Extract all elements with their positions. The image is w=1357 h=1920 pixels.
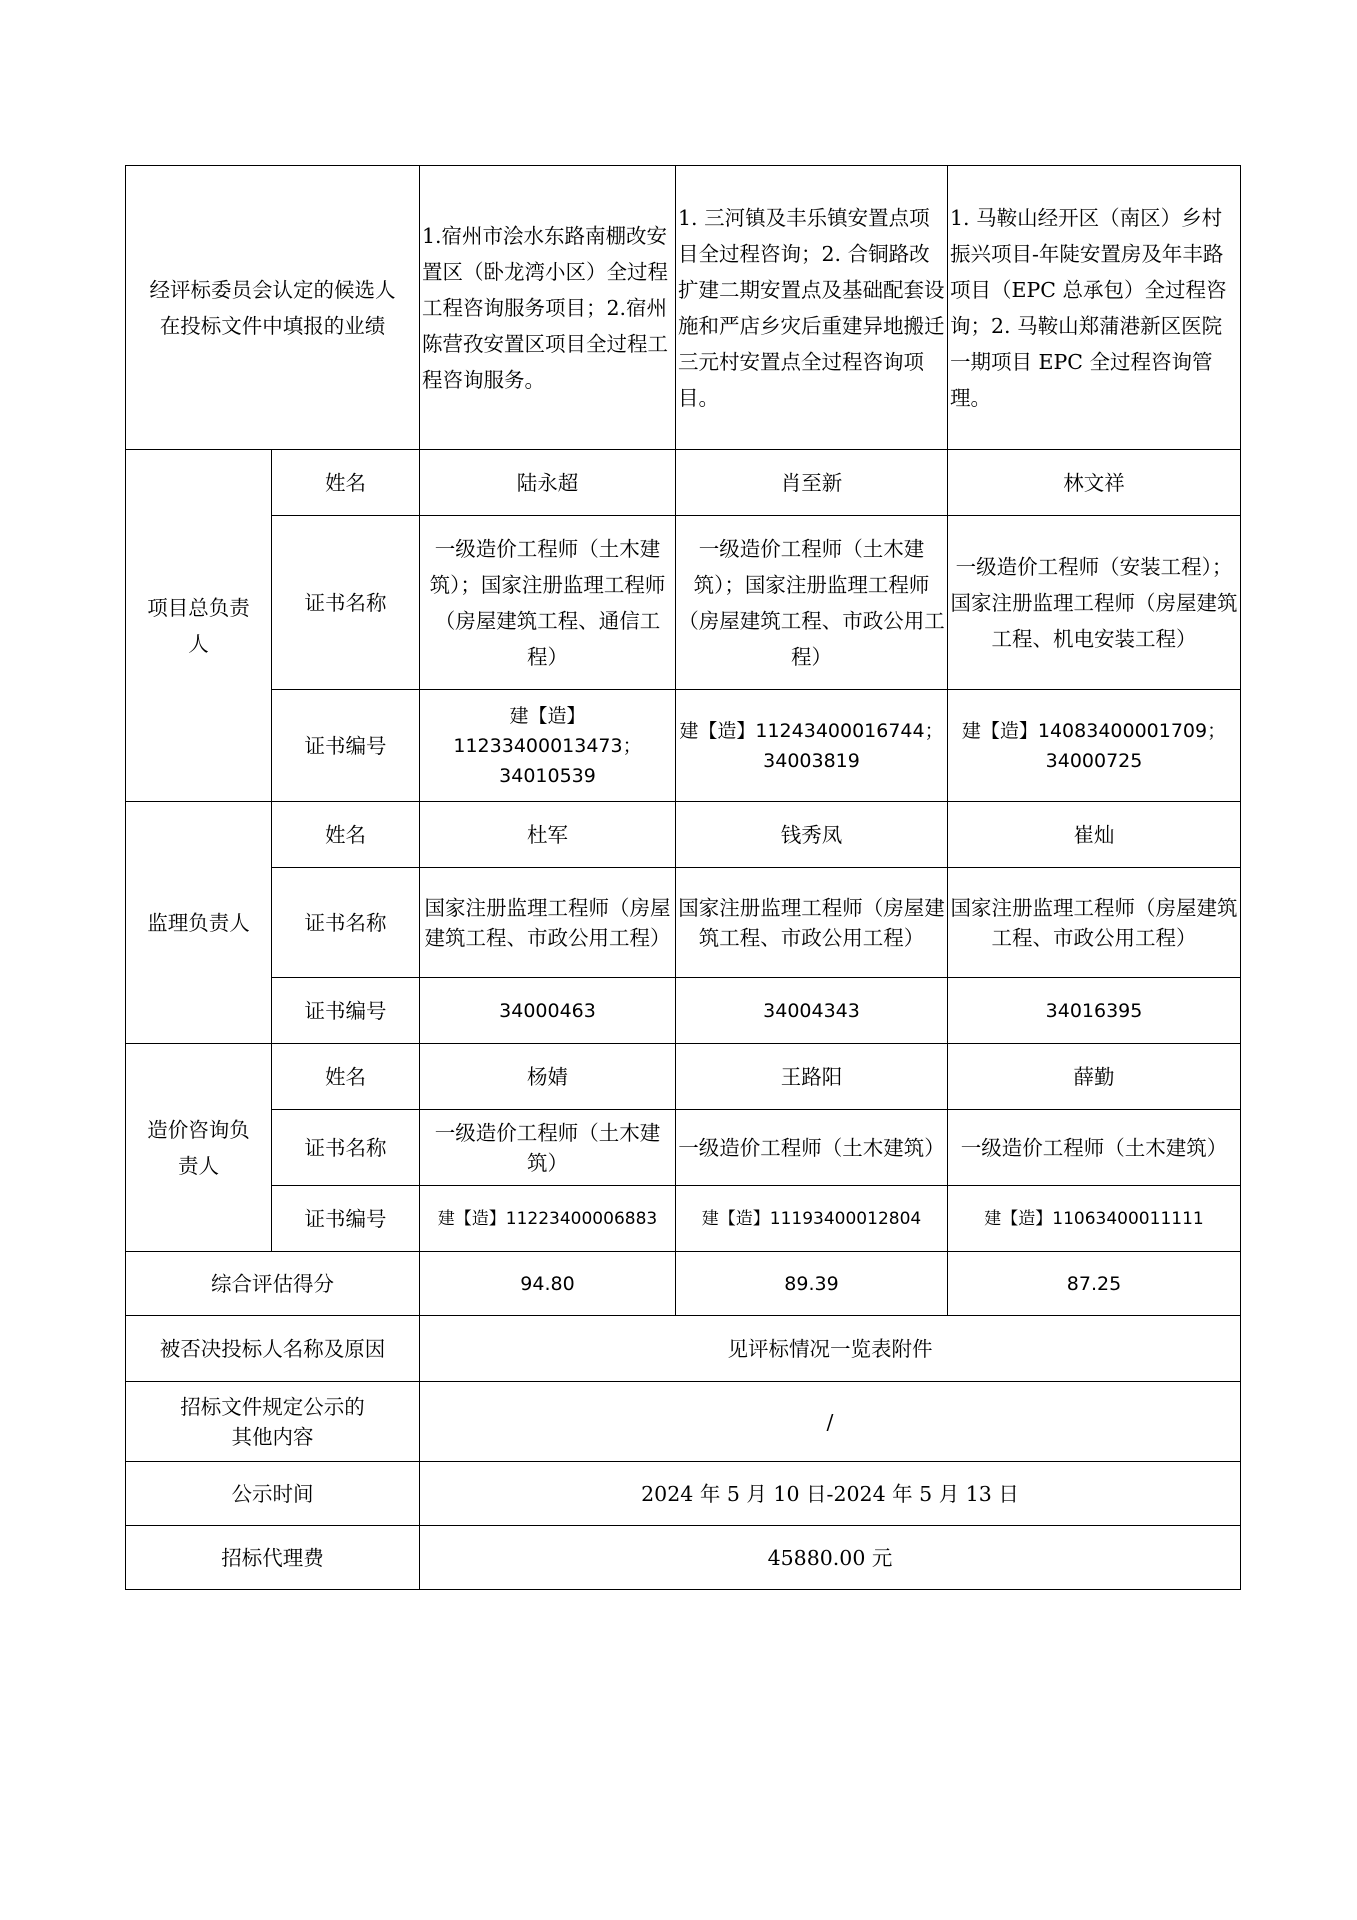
supervision-lead-cert-2: 国家注册监理工程师（房屋建筑工程、市政公用工程） [676, 868, 948, 978]
cost-lead-cert-1: 一级造价工程师（土木建筑） [420, 1110, 676, 1186]
agency-fee-value: 45880.00 元 [420, 1526, 1241, 1590]
project-lead-certno-1-line2: 11233400013473； [453, 734, 642, 757]
supervision-lead-certno-2: 34004343 [676, 978, 948, 1044]
other-content-row [126, 1382, 1241, 1462]
name-label: 姓名 [272, 802, 420, 868]
project-lead-certno-2-line1: 建【造】11243400016744； [679, 719, 944, 742]
project-lead-certno-3-line2: 34000725 [1045, 749, 1143, 772]
cost-lead-cert-row [126, 1110, 1241, 1186]
project-lead-name-1: 陆永超 [420, 450, 676, 516]
performance-row [126, 166, 1241, 450]
cert-name-label: 证书名称 [272, 1110, 420, 1186]
cost-lead-certno-2: 建【造】11193400012804 [676, 1186, 948, 1252]
performance-candidate-2: 1. 三河镇及丰乐镇安置点项目全过程咨询；2. 合铜路改扩建二期安置点及基础配套设施和严店乡灾后重建异地搬迁三元村安置点全过程咨询项目。 [676, 166, 948, 450]
cost-lead-certno-1: 建【造】11223400006883 [420, 1186, 676, 1252]
cert-no-label: 证书编号 [272, 690, 420, 802]
cost-lead-name-row [126, 1044, 1241, 1110]
supervision-lead-group-label: 监理负责人 [126, 802, 272, 1044]
cert-name-label: 证书名称 [272, 516, 420, 690]
project-lead-group-line2: 人 [188, 631, 209, 656]
performance-label [126, 166, 420, 450]
supervision-lead-name-1: 杜军 [420, 802, 676, 868]
evaluation-result-table [125, 165, 1241, 1590]
score-label: 综合评估得分 [126, 1252, 420, 1316]
project-lead-cert-2: 一级造价工程师（土木建筑）；国家注册监理工程师（房屋建筑工程、市政公用工程） [676, 516, 948, 690]
cert-no-label: 证书编号 [272, 978, 420, 1044]
other-content-label [126, 1382, 420, 1462]
performance-candidate-1: 1.宿州市浍水东路南棚改安置区（卧龙湾小区）全过程工程咨询服务项目；2.宿州陈营孜安置区项目全过程工程咨询服务。 [420, 166, 676, 450]
project-lead-certno-2 [676, 690, 948, 802]
cost-lead-cert-2: 一级造价工程师（土木建筑） [676, 1110, 948, 1186]
cost-lead-group-line2: 责人 [178, 1153, 219, 1178]
cost-lead-group-line1: 造价咨询负 [147, 1117, 250, 1142]
rejected-row [126, 1316, 1241, 1382]
project-lead-certno-3 [948, 690, 1241, 802]
other-content-label-line2: 其他内容 [231, 1424, 314, 1449]
cost-lead-cert-3: 一级造价工程师（土木建筑） [948, 1110, 1241, 1186]
project-lead-certno-row [126, 690, 1241, 802]
project-lead-certno-1-line3: 34010539 [499, 764, 596, 787]
agency-fee-label: 招标代理费 [126, 1526, 420, 1590]
name-label: 姓名 [272, 1044, 420, 1110]
cert-name-label: 证书名称 [272, 868, 420, 978]
supervision-lead-name-row [126, 802, 1241, 868]
supervision-lead-name-2: 钱秀凤 [676, 802, 948, 868]
agency-fee-row [126, 1526, 1241, 1590]
supervision-lead-cert-3: 国家注册监理工程师（房屋建筑工程、市政公用工程） [948, 868, 1241, 978]
performance-candidate-3: 1. 马鞍山经开区（南区）乡村振兴项目-年陡安置房及年丰路项目（EPC 总承包）全过程咨询；2. 马鞍山郑蒲港新区医院一期项目 EPC 全过程咨询管理。 [948, 166, 1241, 450]
evaluation-result-page [125, 165, 1240, 1590]
supervision-lead-certno-3: 34016395 [948, 978, 1241, 1044]
score-candidate-2: 89.39 [676, 1252, 948, 1316]
cost-lead-certno-row [126, 1186, 1241, 1252]
project-lead-group-line1: 项目总负责 [147, 595, 250, 620]
cost-lead-certno-3: 建【造】11063400011111 [948, 1186, 1241, 1252]
project-lead-cert-3: 一级造价工程师（安装工程）；国家注册监理工程师（房屋建筑工程、机电安装工程） [948, 516, 1241, 690]
supervision-lead-cert-1: 国家注册监理工程师（房屋建筑工程、市政公用工程） [420, 868, 676, 978]
other-content-label-line1: 招标文件规定公示的 [180, 1394, 365, 1419]
project-lead-certno-3-line1: 建【造】14083400001709； [961, 719, 1227, 742]
project-lead-cert-row [126, 516, 1241, 690]
publicity-value: 2024 年 5 月 10 日-2024 年 5 月 13 日 [420, 1462, 1241, 1526]
cost-lead-group-label [126, 1044, 272, 1252]
project-lead-certno-1-line1: 建【造】 [509, 704, 586, 727]
project-lead-name-row [126, 450, 1241, 516]
supervision-lead-certno-row [126, 978, 1241, 1044]
project-lead-certno-2-line2: 34003819 [763, 749, 860, 772]
project-lead-cert-1: 一级造价工程师（土木建筑）；国家注册监理工程师（房屋建筑工程、通信工程） [420, 516, 676, 690]
cost-lead-name-1: 杨婧 [420, 1044, 676, 1110]
cert-no-label: 证书编号 [272, 1186, 420, 1252]
rejected-value: 见评标情况一览表附件 [420, 1316, 1241, 1382]
name-label: 姓名 [272, 450, 420, 516]
supervision-lead-cert-row [126, 868, 1241, 978]
cost-lead-name-3: 薛勤 [948, 1044, 1241, 1110]
publicity-row [126, 1462, 1241, 1526]
other-content-value: / [420, 1382, 1241, 1462]
project-lead-group-label [126, 450, 272, 802]
score-candidate-3: 87.25 [948, 1252, 1241, 1316]
publicity-label: 公示时间 [126, 1462, 420, 1526]
project-lead-name-2: 肖至新 [676, 450, 948, 516]
cost-lead-name-2: 王路阳 [676, 1044, 948, 1110]
performance-label-line2: 在投标文件中填报的业绩 [159, 313, 386, 338]
project-lead-certno-1 [420, 690, 676, 802]
score-row [126, 1252, 1241, 1316]
project-lead-name-3: 林文祥 [948, 450, 1241, 516]
performance-label-line1: 经评标委员会认定的候选人 [149, 277, 396, 302]
score-candidate-1: 94.80 [420, 1252, 676, 1316]
supervision-lead-certno-1: 34000463 [420, 978, 676, 1044]
rejected-label: 被否决投标人名称及原因 [126, 1316, 420, 1382]
supervision-lead-name-3: 崔灿 [948, 802, 1241, 868]
